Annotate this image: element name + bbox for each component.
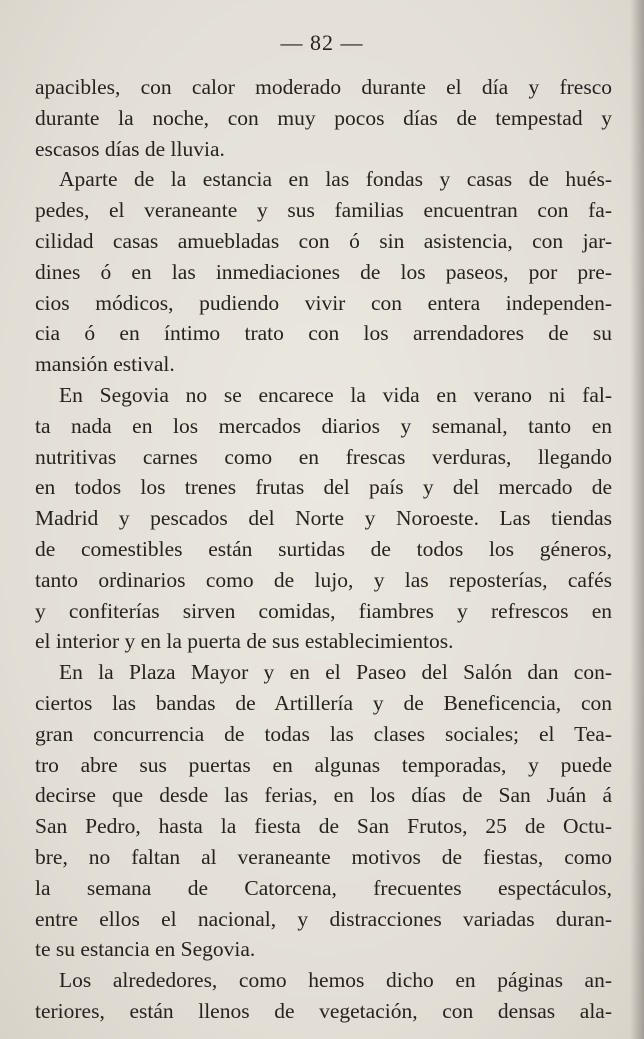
text-line: bre, no faltan al veraneante motivos de fiestas, como [35,844,612,869]
text-line: entre ellos el nacional, y distracciones variadas duran- [35,906,612,931]
paragraph [35,657,612,965]
text-line: el interior y en la puerta de sus establecimientos. [35,629,454,654]
page-edge-shadow [630,0,644,1039]
text-line: durante la noche, con muy pocos días de tempestad y [35,105,612,130]
text-line: mansión estival. [35,352,175,377]
text-line: teriores, están llenos de vegetación, con densas ala- [35,998,612,1023]
text-line: Madrid y pescados del Norte y Noroeste. Las tiendas [35,506,612,531]
text-line: decirse que desde las ferias, en los días de San Juán á [35,783,612,808]
text-line: cios módicos, pudiendo vivir con entera independen- [35,290,612,315]
text-line: y confiterías sirven comidas, fiambres y refrescos en [35,598,612,623]
text-line: en todos los trenes frutas del país y del mercado de [35,475,612,500]
text-line: cia ó en íntimo trato con los arrendadores de su [35,321,612,346]
text-line: nutritivas carnes como en frescas verduras, llegando [35,444,612,469]
text-line: En Segovia no se encarece la vida en verano ni fal- [59,382,612,407]
paragraph [35,380,612,657]
text-line: escasos días de lluvia. [35,136,225,161]
page-number: — 82 — [280,30,364,55]
text-line: tanto ordinarios como de lujo, y las reposterías, cafés [35,567,612,592]
text-line: En la Plaza Mayor y en el Paseo del Salón dan con- [59,660,612,685]
text-line: Los alrededores, como hemos dicho en páginas an- [59,968,612,993]
text-line: la semana de Catorcena, frecuentes espectáculos, [35,875,612,900]
text-line: dines ó en las inmediaciones de los paseos, por pre- [35,259,612,284]
text-line: pedes, el veraneante y sus familias encuentran con fa- [35,198,612,223]
text-line: ciertos las bandas de Artillería y de Beneficencia, con [35,690,612,715]
text-line: cilidad casas amuebladas con ó sin asistencia, con jar- [35,228,612,253]
body-text [35,72,612,1027]
paragraph [35,965,612,1027]
paragraph [35,164,612,380]
text-line: de comestibles están surtidas de todos los géneros, [35,536,612,561]
text-line: Aparte de la estancia en las fondas y casas de hués- [59,167,612,192]
text-line: San Pedro, hasta la fiesta de San Frutos, 25 de Octu- [35,814,612,839]
text-line: te su estancia en Segovia. [35,937,256,962]
text-line: gran concurrencia de todas las clases sociales; el Tea- [35,721,612,746]
paragraph [35,72,612,164]
text-line: apacibles, con calor moderado durante el día y fresco [35,75,612,99]
text-line: tro abre sus puertas en algunas temporadas, y puede [35,752,612,777]
text-line: ta nada en los mercados diarios y semanal, tanto en [35,413,612,438]
